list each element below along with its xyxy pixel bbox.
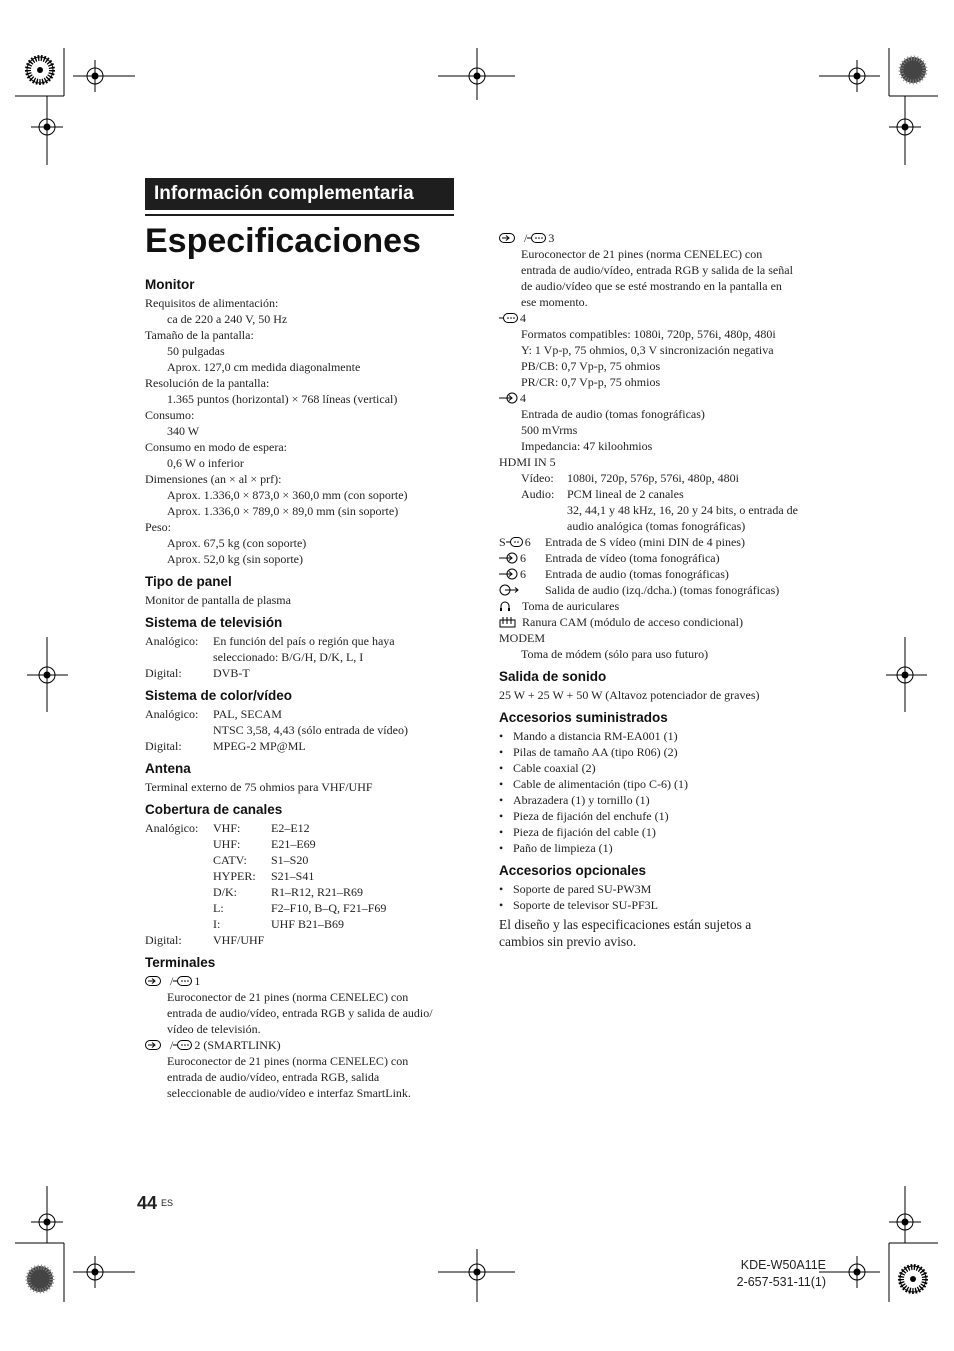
scart-out-icon	[173, 1039, 193, 1051]
coverage-band: I:	[213, 917, 221, 931]
coverage-row	[145, 836, 460, 852]
terminal-desc-line: vídeo de televisión.	[167, 1022, 261, 1036]
terminal-4a-num: 4	[520, 391, 526, 405]
hdmi-audio-label: Audio:	[521, 487, 555, 501]
coverage-row	[145, 900, 460, 916]
modem-label: MODEM	[499, 631, 546, 645]
terminal-desc-line: Euroconector de 21 pines (norma CENELEC) con	[167, 1054, 409, 1068]
monitor-spec-line: Aprox. 67,5 kg (con soporte)	[167, 536, 307, 550]
scart-in-out-icon	[145, 975, 169, 987]
tv-analog-label: Analógico:	[145, 634, 199, 648]
bullet: •	[499, 841, 504, 855]
part-number: 2-657-531-11(1)	[736, 1275, 826, 1289]
coverage-table	[145, 820, 460, 932]
video-in-row	[499, 550, 819, 566]
list-item-text: Pieza de fijación del cable (1)	[513, 825, 656, 839]
hdmi-video: 1080i, 720p, 576p, 576i, 480p, 480i	[567, 471, 740, 485]
audio-out-row	[499, 582, 819, 598]
coverage-range: UHF B21–B69	[271, 917, 345, 931]
supplied-list	[499, 728, 819, 856]
list-item	[499, 760, 819, 776]
bullet: •	[499, 745, 504, 759]
video-in-text: Entrada de vídeo (toma fonográfica)	[545, 551, 720, 565]
terminal-desc-line: Formatos compatibles: 1080i, 720p, 576i, 480p, 480i	[521, 327, 776, 341]
coverage-range: F2–F10, B–Q, F21–F69	[271, 901, 387, 915]
supplied-heading: Accesorios suministrados	[499, 710, 668, 725]
coverage-row	[145, 852, 460, 868]
audio-in-num: 6	[520, 567, 526, 581]
terminal-1-num: 1	[194, 974, 201, 988]
coverage-band: D/K:	[213, 885, 237, 899]
color-analog-1: PAL, SECAM	[213, 707, 282, 721]
color-digital-label: Digital:	[145, 739, 182, 753]
monitor-spec-line: 340 W	[167, 424, 200, 438]
terminal-desc-line: entrada de audio/vídeo, entrada RGB y salida de audio/	[167, 1006, 433, 1020]
coverage-range: E21–E69	[271, 837, 316, 851]
list-item-text: Cable de alimentación (tipo C-6) (1)	[513, 777, 688, 791]
tv-digital-label: Digital:	[145, 666, 182, 680]
terminal-desc-line: 500 mVrms	[521, 423, 578, 437]
page-number: 44	[137, 1193, 158, 1213]
audio-in-row	[499, 566, 819, 582]
coverage-heading: Cobertura de canales	[145, 802, 283, 817]
scart-out-icon	[173, 975, 193, 987]
monitor-spec-line: Requisitos de alimentación:	[145, 296, 279, 310]
tv-analog-1: En función del país o región que haya	[213, 634, 395, 648]
disclaimer-note: El diseño y las especificaciones están sujetos a cambios sin previo aviso.	[499, 917, 752, 949]
terminal-3-desc	[499, 246, 819, 310]
terminal-desc-line: Entrada de audio (tomas fonográficas)	[521, 407, 705, 421]
color-analog-label: Analógico:	[145, 707, 199, 721]
component-in-icon	[499, 312, 519, 324]
optional-list	[499, 881, 819, 913]
terminal-4a-title	[499, 390, 819, 406]
monitor-specs	[145, 295, 460, 567]
right-column	[499, 230, 819, 913]
coverage-range: S1–S20	[271, 853, 309, 867]
model-info	[700, 1257, 826, 1291]
s-video-num: 6	[524, 535, 531, 549]
tv-analog-2: seleccionado: B/G/H, D/K, L, I	[213, 650, 364, 664]
monitor-spec-line: Resolución de la pantalla:	[145, 376, 270, 390]
list-item	[499, 897, 819, 913]
coverage-analog-label	[145, 868, 213, 884]
panel-heading: Tipo de panel	[145, 574, 232, 589]
coverage-band: VHF:	[213, 821, 241, 835]
list-item-text: Pieza de fijación del enchufe (1)	[513, 809, 669, 823]
terminal-desc-line: Euroconector de 21 pines (norma CENELEC) con	[521, 247, 763, 261]
bullet: •	[499, 729, 504, 743]
color-system-heading: Sistema de color/vídeo	[145, 688, 293, 703]
monitor-spec-line: Aprox. 127,0 cm medida diagonalmente	[167, 360, 361, 374]
optional-heading: Accesorios opcionales	[499, 863, 647, 878]
video-in-num: 6	[520, 551, 526, 565]
list-item-text: Pilas de tamaño AA (tipo R06) (2)	[513, 745, 678, 759]
coverage-analog-label	[145, 884, 213, 900]
list-item-text: Soporte de televisor SU-PF3L	[513, 898, 658, 912]
list-item	[499, 728, 819, 744]
video-in-icon	[499, 552, 519, 564]
cam-row	[499, 614, 819, 630]
section-header: Información complementaria	[145, 178, 454, 210]
terminal-desc-line: seleccionable de audio/vídeo e interfaz SmartLink.	[167, 1086, 411, 1100]
terminal-4-num: 4	[520, 311, 526, 325]
terminal-desc-line: entrada de audio/vídeo, entrada RGB, salida	[167, 1070, 380, 1084]
bullet: •	[499, 809, 504, 823]
terminal-2-desc	[145, 1053, 460, 1101]
coverage-band: L:	[213, 901, 224, 915]
audio-in-icon	[499, 392, 519, 404]
monitor-spec-line: Tamaño de la pantalla:	[145, 328, 254, 342]
terminal-desc-line: PR/CR: 0,7 Vp-p, 75 ohmios	[521, 375, 661, 389]
coverage-analog-label	[145, 852, 213, 868]
bullet: •	[499, 761, 504, 775]
coverage-band: CATV:	[213, 853, 247, 867]
s-video-prefix: S	[499, 535, 506, 549]
headphones-icon	[499, 600, 511, 612]
coverage-range: E2–E12	[271, 821, 310, 835]
monitor-spec-line: Peso:	[145, 520, 172, 534]
monitor-spec-line: ca de 220 a 240 V, 50 Hz	[167, 312, 288, 326]
list-item	[499, 792, 819, 808]
audio-out-icon	[499, 584, 519, 596]
audio-out-text: Salida de audio (izq./dcha.) (tomas fonográficas)	[545, 583, 780, 597]
coverage-band: UHF:	[213, 837, 241, 851]
bullet: •	[499, 793, 504, 807]
coverage-digital: VHF/UHF	[213, 933, 265, 947]
monitor-spec-line: 1.365 puntos (horizontal) × 768 líneas (vertical)	[167, 392, 398, 406]
headphones-row	[499, 598, 819, 614]
coverage-analog-label: Analógico:	[145, 821, 199, 835]
monitor-spec-line: 50 pulgadas	[167, 344, 225, 358]
bullet: •	[499, 825, 504, 839]
cam-slot-icon	[499, 616, 517, 628]
terminal-3-title: / 3	[499, 230, 819, 246]
antenna-text: Terminal externo de 75 ohmios para VHF/UHF	[145, 780, 373, 794]
terminal-4a-desc	[499, 406, 819, 454]
panel-text: Monitor de pantalla de plasma	[145, 593, 291, 607]
bullet: •	[499, 898, 504, 912]
monitor-spec-line: Aprox. 52,0 kg (sin soporte)	[167, 552, 303, 566]
terminal-2-title: / 2 (SMARTLINK)	[145, 1037, 460, 1053]
coverage-row	[145, 820, 460, 836]
list-item-text: Mando a distancia RM-EA001 (1)	[513, 729, 678, 743]
terminal-desc-line: Euroconector de 21 pines (norma CENELEC) con	[167, 990, 409, 1004]
tv-digital: DVB-T	[213, 666, 250, 680]
color-digital: MPEG-2 MP@ML	[213, 739, 306, 753]
bullet: •	[499, 882, 504, 896]
list-item-text: Soporte de pared SU-PW3M	[513, 882, 652, 896]
scart-in-out-icon	[145, 1039, 169, 1051]
coverage-analog-label	[145, 836, 213, 852]
sound-heading: Salida de sonido	[499, 669, 607, 684]
coverage-digital-label: Digital:	[145, 933, 182, 947]
terminal-1-desc	[145, 989, 460, 1037]
hdmi-audio-3: audio analógica (tomas fonográficas)	[567, 519, 746, 533]
s-video-row	[499, 534, 819, 550]
s-video-in-icon	[506, 536, 524, 548]
terminal-4-desc	[499, 326, 819, 390]
monitor-spec-line: Dimensiones (an × al × prf):	[145, 472, 282, 486]
sound-text: 25 W + 25 W + 50 W (Altavoz potenciador de graves)	[499, 688, 760, 702]
terminal-2-num: 2 (SMARTLINK)	[194, 1038, 281, 1052]
terminal-desc-line: ese momento.	[521, 295, 588, 309]
audio-in-icon	[499, 568, 519, 580]
headphones-text: Toma de auriculares	[522, 599, 620, 613]
coverage-range: R1–R12, R21–R69	[271, 885, 364, 899]
coverage-row	[145, 884, 460, 900]
coverage-band: HYPER:	[213, 869, 256, 883]
monitor-spec-line: Aprox. 1.336,0 × 873,0 × 360,0 mm (con soporte)	[167, 488, 408, 502]
monitor-spec-line: 0,6 W o inferior	[167, 456, 244, 470]
scart-in-out-icon	[499, 232, 523, 244]
list-item-text: Cable coaxial (2)	[513, 761, 596, 775]
coverage-range: S21–S41	[271, 869, 315, 883]
list-item	[499, 824, 819, 840]
coverage-analog-label	[145, 916, 213, 932]
terminal-desc-line: de audio/vídeo que se esté mostrando en la pantalla en	[521, 279, 782, 293]
terminal-desc-line: entrada de audio/vídeo, entrada RGB y salida de la señal	[521, 263, 793, 277]
page-title: Especificaciones	[145, 222, 421, 260]
list-item	[499, 840, 819, 856]
list-item	[499, 808, 819, 824]
terminal-4-title	[499, 310, 819, 326]
coverage-row	[145, 868, 460, 884]
terminal-1-title: / 1	[145, 973, 460, 989]
tv-system-heading: Sistema de televisión	[145, 615, 283, 630]
hdmi-label: HDMI IN 5	[499, 455, 556, 469]
terminal-desc-line: Y: 1 Vp-p, 75 ohmios, 0,3 V sincronización negativa	[521, 343, 774, 357]
section-rule	[145, 214, 454, 216]
hdmi-audio-1: PCM lineal de 2 canales	[567, 487, 684, 501]
page-language: ES	[161, 1198, 174, 1208]
terminals-heading: Terminales	[145, 955, 216, 970]
audio-in-text: Entrada de audio (tomas fonográficas)	[545, 567, 729, 581]
coverage-row	[145, 916, 460, 932]
left-column	[145, 276, 460, 1101]
hdmi-video-label: Vídeo:	[521, 471, 554, 485]
coverage-analog-label	[145, 900, 213, 916]
s-video-text: Entrada de S vídeo (mini DIN de 4 pines)	[545, 535, 745, 549]
monitor-spec-line: Aprox. 1.336,0 × 789,0 × 89,0 mm (sin soporte)	[167, 504, 399, 518]
monitor-spec-line: Consumo:	[145, 408, 195, 422]
terminal-desc-line: Impedancia: 47 kiloohmios	[521, 439, 653, 453]
modem-text: Toma de módem (sólo para uso futuro)	[521, 647, 709, 661]
color-analog-2: NTSC 3,58, 4,43 (sólo entrada de vídeo)	[213, 723, 408, 737]
antenna-heading: Antena	[145, 761, 191, 776]
monitor-spec-line: Consumo en modo de espera:	[145, 440, 287, 454]
model-number: KDE-W50A11E	[740, 1258, 826, 1272]
monitor-heading: Monitor	[145, 277, 195, 292]
list-item-text: Paño de limpieza (1)	[513, 841, 613, 855]
terminal-desc-line: PB/CB: 0,7 Vp-p, 75 ohmios	[521, 359, 661, 373]
list-item	[499, 881, 819, 897]
hdmi-audio-2: 32, 44,1 y 48 kHz, 16, 20 y 24 bits, o entrada de	[567, 503, 798, 517]
list-item-text: Abrazadera (1) y tornillo (1)	[513, 793, 650, 807]
terminal-3-num: 3	[548, 231, 555, 245]
cam-text: Ranura CAM (módulo de acceso condicional)	[522, 615, 743, 629]
list-item	[499, 776, 819, 792]
scart-out-icon	[527, 232, 547, 244]
list-item	[499, 744, 819, 760]
bullet: •	[499, 777, 504, 791]
